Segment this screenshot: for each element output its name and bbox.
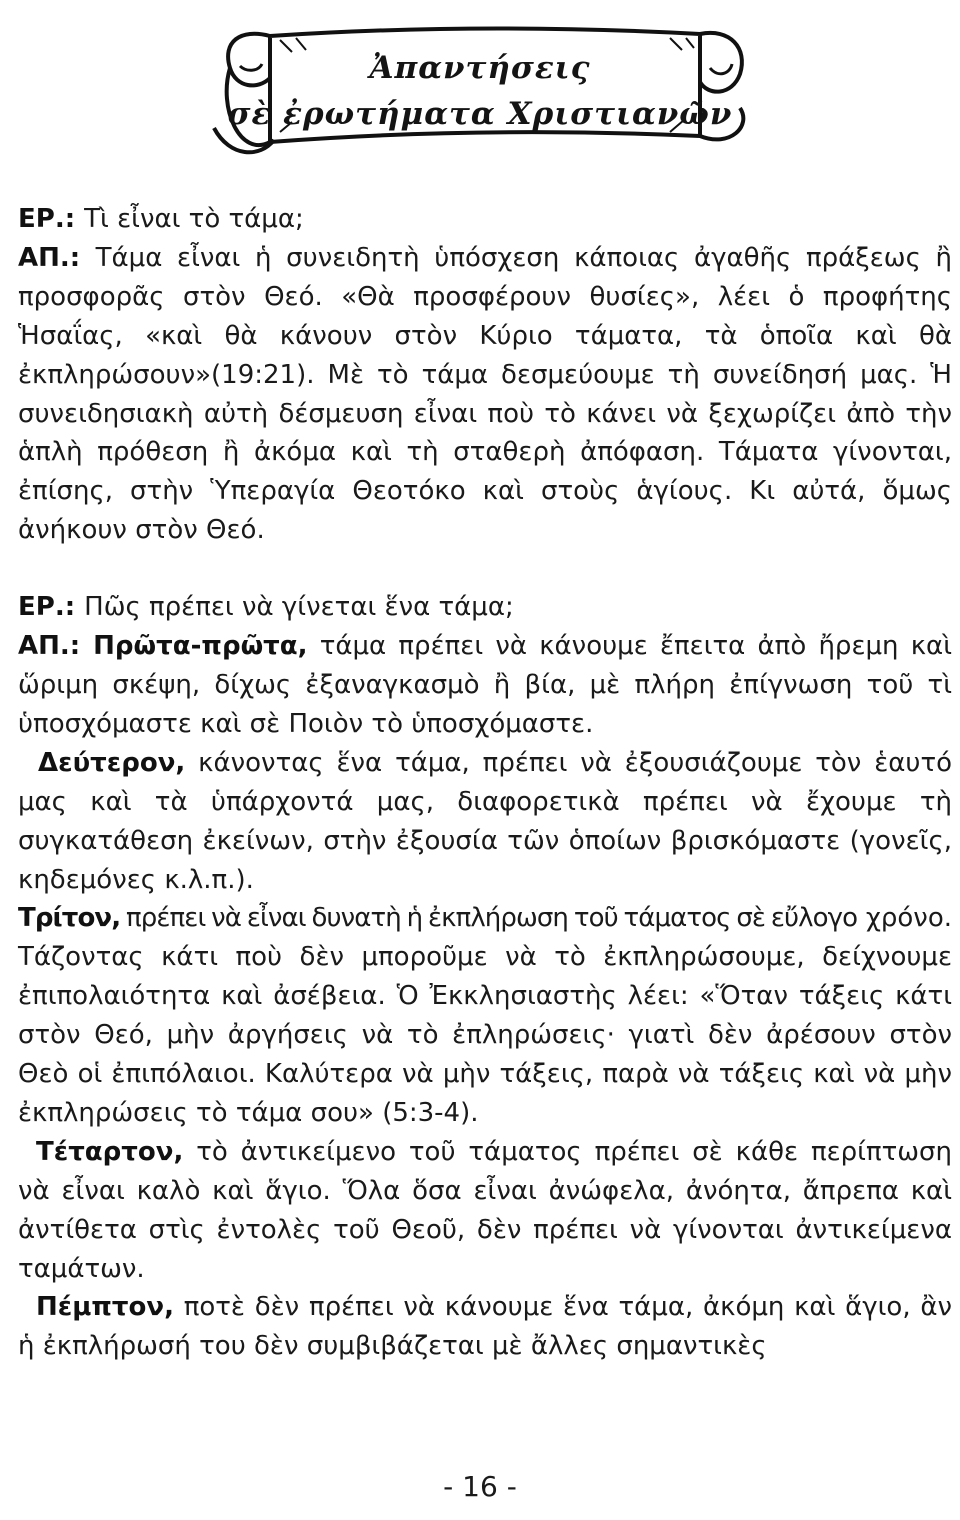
- answer-1-text: Τάμα εἶναι ἡ συνειδητὴ ὑπόσχεση κάποιας ἀγαθῆς πράξεως ἢ προσφορᾶς στὸν Θεό. «Θὰ προσφέρουν θυσίες», λέει ὁ προφήτης Ἡσαΐας, «καὶ θὰ κάνουν στὸν Κύριο τάματα, τὰ ὁποῖα καὶ θὰ ἐκπληρώσουν»(19:21). Μὲ τὸ τάμα δεσμεύουμε τὴ συνείδησή μας. Ἡ συνειδησιακὴ αὐτὴ δέσμευση εἶναι ποὺ τὸ κάνει νὰ ξεχωρίζει ἀπὸ τὴν ἁπλὴ πρόθεση ἢ ἀκόμα καὶ τὴ σταθερὴ ἀπόφαση. Τάματα γίνονται, ἐπίσης, στὴν Ὑπεραγία Θεοτόκο καὶ στοὺς ἁγίους. Κι αὐτά, ὅμως ἀνήκουν στὸν Θεό.: [18, 242, 952, 546]
- answer-2-fifth: Πέμπτον, ποτὲ δὲν πρέπει νὰ κάνουμε ἕνα τάμα, ἀκόμη καὶ ἅγιο, ἂν ἡ ἐκπλήρωσή του δὲν συμβιβάζεται μὲ ἄλλες σημαντικὲς: [18, 1292, 952, 1362]
- page-body: [18, 200, 952, 1366]
- question-2: ΕΡ.: Πῶς πρέπει νὰ γίνεται ἕνα τάμα;: [18, 592, 514, 623]
- scroll-banner-icon: [200, 8, 760, 168]
- ap-label: ΑΠ.: [18, 242, 70, 273]
- ap-label: ΑΠ.: [18, 631, 70, 662]
- er-label: ΕΡ.: [18, 204, 65, 234]
- banner-title-line1: Ἀπαντήσεις: [369, 50, 591, 86]
- banner-title-line2: σὲ ἐρωτήματα Χριστιανῶν: [227, 96, 733, 132]
- question-1: ΕΡ.: Τὶ εἶναι τὸ τάμα;: [18, 204, 304, 234]
- fifth-lead: Πέμπτον,: [36, 1292, 174, 1323]
- er-label: ΕΡ.: [18, 592, 65, 623]
- second-lead: Δεύτερον,: [38, 747, 186, 778]
- question-1-text: Τὶ εἶναι τὸ τάμα;: [84, 204, 304, 234]
- answer-2-first: ΑΠ.: Πρῶτα-πρῶτα, τάμα πρέπει νὰ κάνουμε ἔπειτα ἀπὸ ἤρεμη καὶ ὥριμη σκέψη, δίχως ἐξαναγκασμὸ ἢ βία, μὲ πλήρη ἐπίγνωση τοῦ τὶ ὑποσχόμαστε καὶ σὲ Ποιὸν τὸ ὑποσχόμαστε.: [18, 631, 952, 739]
- answer-2-fourth: Τέταρτον, τὸ ἀντικείμενο τοῦ τάματος πρέπει σὲ κάθε περίπτωση νὰ εἶναι καλὸ καὶ ἅγιο. Ὅλα ὅσα εἶναι ἀνώφελα, ἀνόητα, ἄπρεπα καὶ ἀντίθετα στὶς ἐντολὲς τοῦ Θεοῦ, δὲν πρέπει νὰ γίνονται ἀντικείμενα ταμάτων.: [18, 1136, 952, 1284]
- first-lead: Πρῶτα-πρῶτα,: [93, 631, 308, 662]
- third-lead: Τρίτον,: [18, 903, 121, 934]
- page-number: - 16 -: [443, 1470, 517, 1503]
- fourth-lead: Τέταρτον,: [36, 1136, 184, 1167]
- answer-1: ΑΠ.: Τάμα εἶναι ἡ συνειδητὴ ὑπόσχεση κάποιας ἀγαθῆς πράξεως ἢ προσφορᾶς στὸν Θεό. «Θὰ προσφέρουν θυσίες», λέει ὁ προφήτης Ἡσαΐας, «καὶ θὰ κάνουν στὸν Κύριο τάματα, τὰ ὁποῖα καὶ θὰ ἐκπληρώσουν»(19:21). Μὲ τὸ τάμα δεσμεύουμε τὴ συνείδησή μας. Ἡ συνειδησιακὴ αὐτὴ δέσμευση εἶναι ποὺ τὸ κάνει νὰ ξεχωρίζει ἀπὸ τὴν ἁπλὴ πρόθεση ἢ ἀκόμα καὶ τὴ σταθερὴ ἀπόφαση. Τάματα γίνονται, ἐπίσης, στὴν Ὑπεραγία Θεοτόκο καὶ στοὺς ἁγίους. Κι αὐτά, ὅμως ἀνήκουν στὸν Θεό.: [18, 242, 952, 546]
- answer-2-third: Τρίτον, πρέπει νὰ εἶναι δυνατὴ ἡ ἐκπλήρωση τοῦ τάματος σὲ εὔλογο χρόνο. Τάζοντας κάτι ποὺ δὲν μποροῦμε νὰ τὸ ἐκπληρώσουμε, δείχνουμε ἐπιπολαιότητα καὶ ἀσέβεια. Ὁ Ἐκκλησιαστὴς λέει: «Ὅταν τάξεις κάτι στὸν Θεό, μὴν ἀργήσεις νὰ τὸ ἐπληρώσεις· γιατὶ δὲν ἀρέσουν στὸν Θεὸ οἱ ἐπιπόλαιοι. Καλύτερα νὰ μὴν τάξεις, παρὰ νὰ τάξεις καὶ νὰ μὴν ἐκπληρώσεις τὸ τάμα σου» (5:3-4).: [18, 903, 952, 1128]
- question-2-text: Πῶς πρέπει νὰ γίνεται ἕνα τάμα;: [84, 592, 514, 623]
- answer-2-second: Δεύτερον, κάνοντας ἕνα τάμα, πρέπει νὰ ἐξουσιάζουμε τὸν ἑαυτό μας καὶ τὰ ὑπάρχοντά μας, διαφορετικὰ πρέπει νὰ ἔχουμε τὴ συγκατάθεση ἐκείνων, στὴν ἐξουσία τῶν ὁποίων βρισκόμαστε (γονεῖς, κηδεμόνες κ.λ.π.).: [18, 747, 952, 895]
- header-banner: [200, 8, 760, 168]
